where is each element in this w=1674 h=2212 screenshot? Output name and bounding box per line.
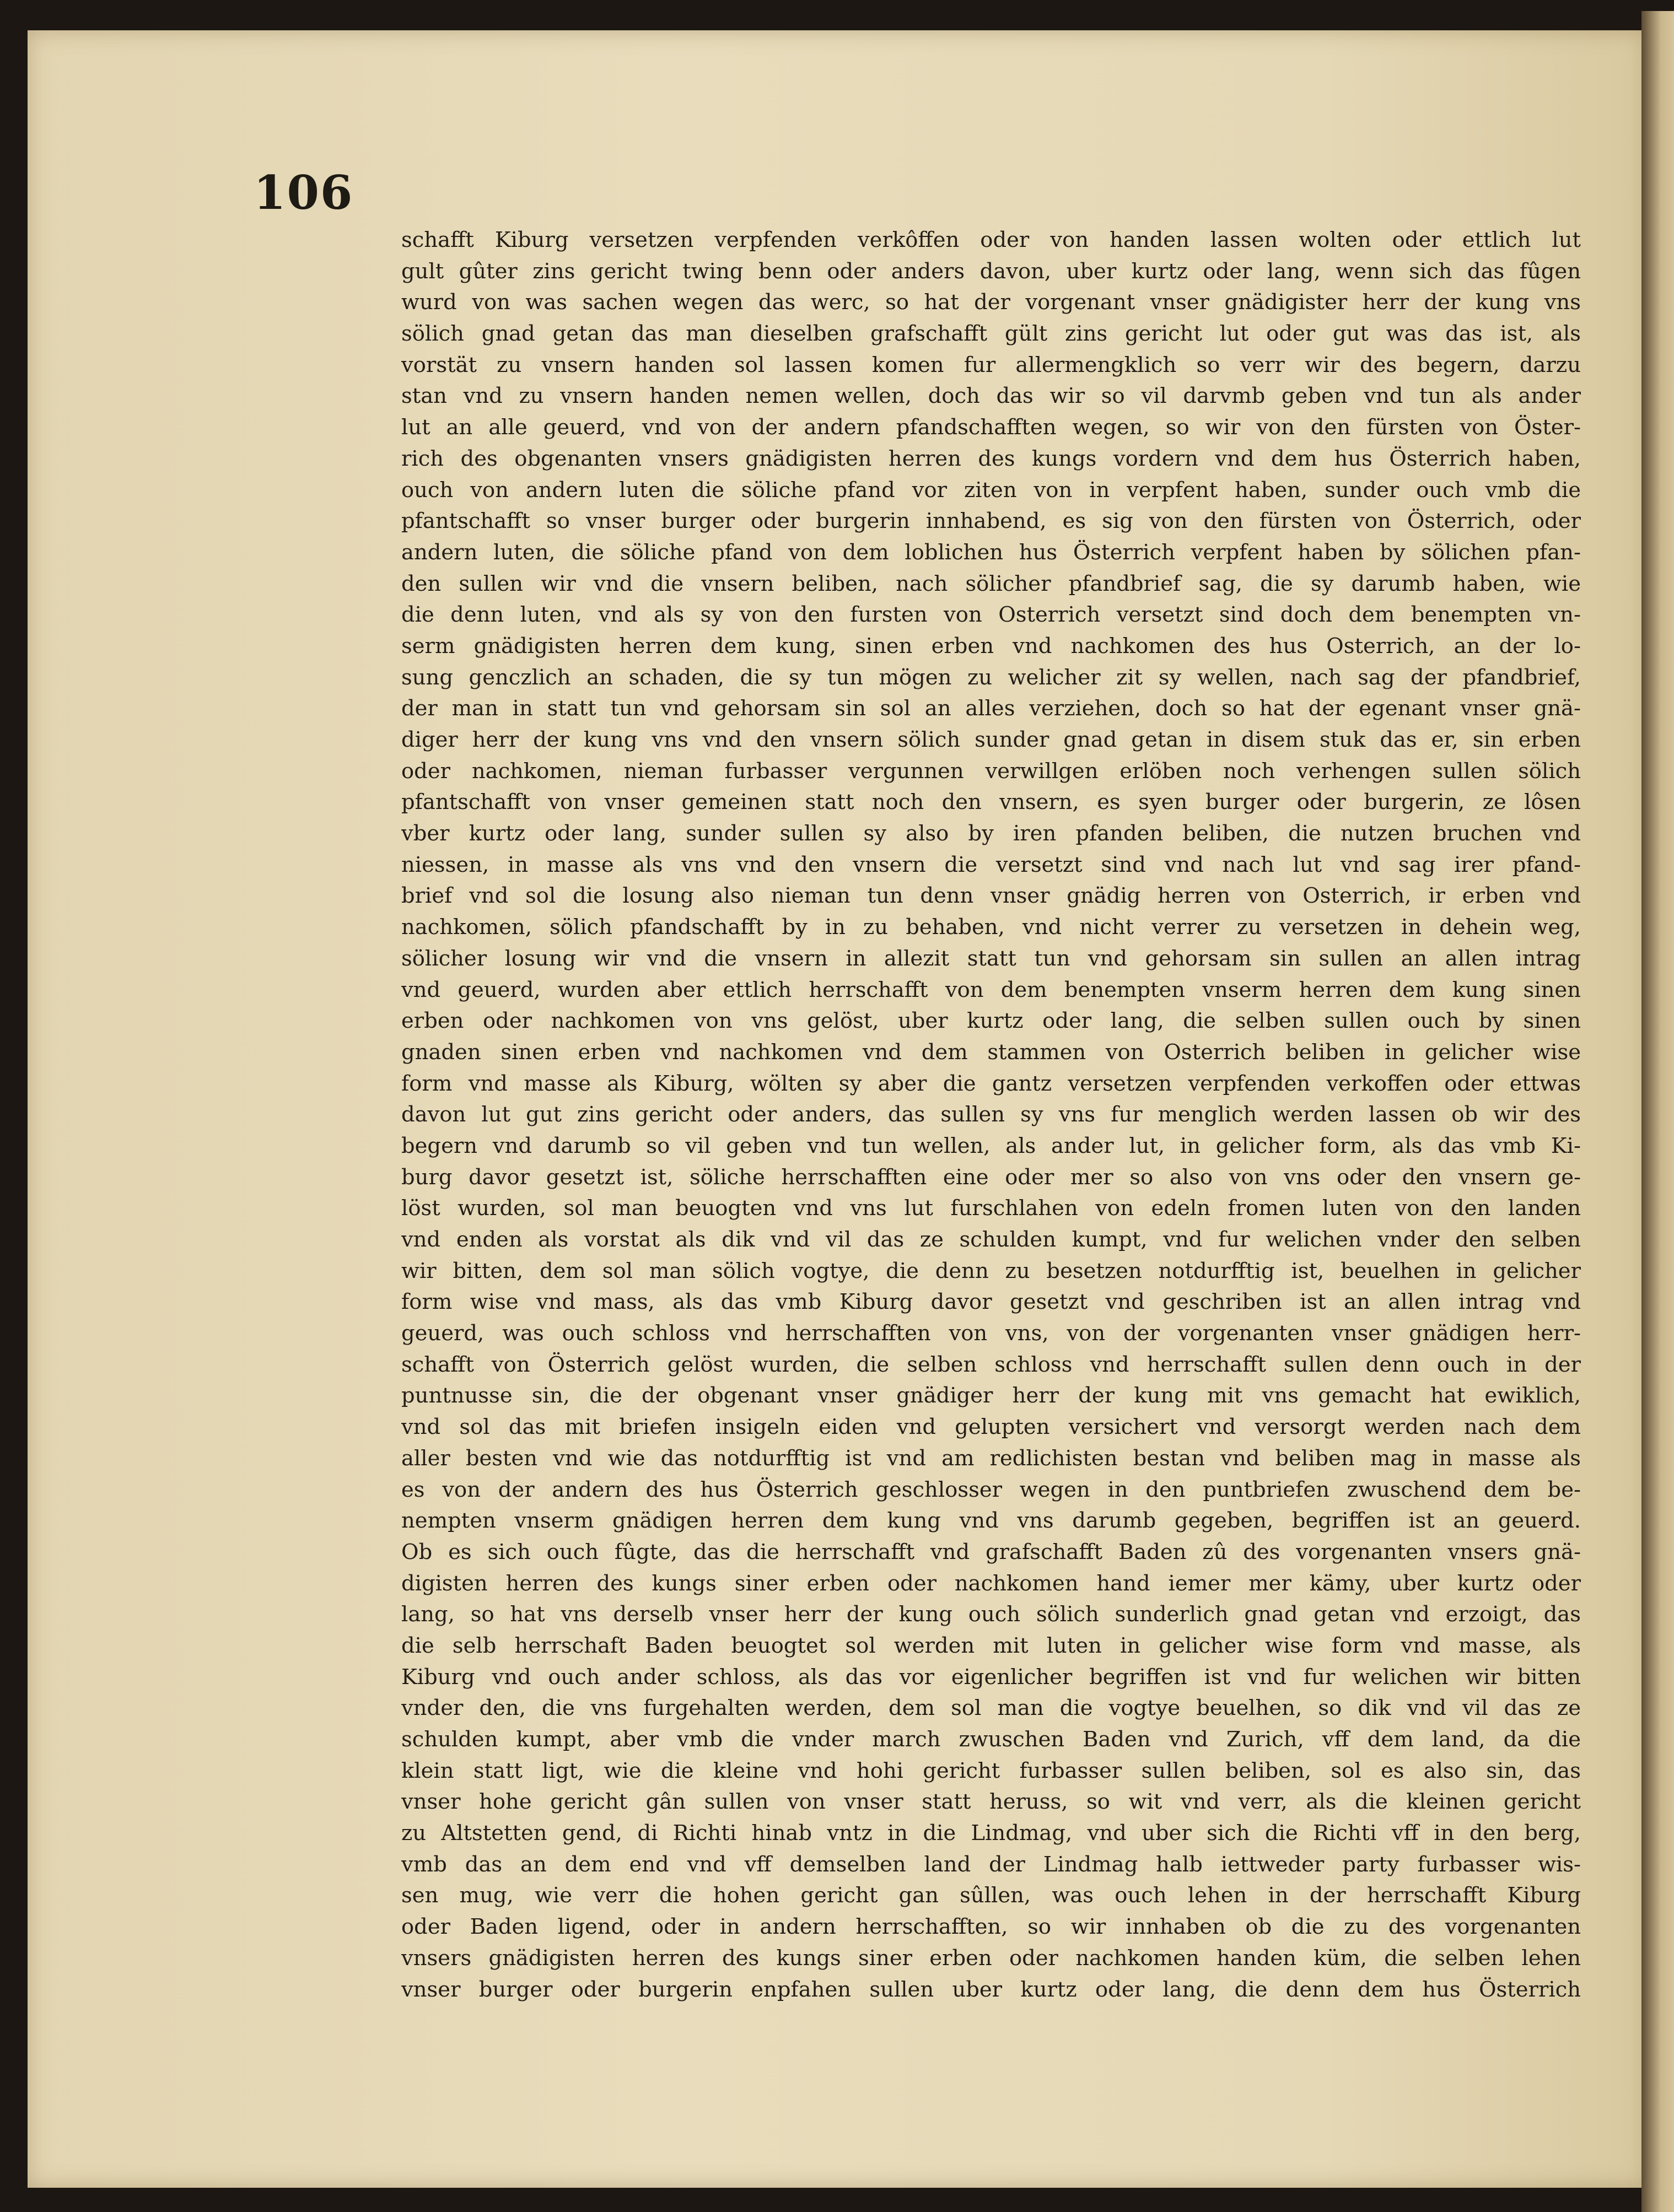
text-line: Ob es sich ouch fûgte, das die herrschafft vnd grafschafft Baden zû des vorgenanten vnsers gnä- [401, 1539, 1581, 1564]
text-line: oder Baden ligend, oder in andern herrschafften, so wir innhaben ob die zu des vorgenanten [401, 1914, 1581, 1940]
text-line: vnd sol das mit briefen insigeln eiden vnd gelupten versichert vnd versorgt werden nach dem [401, 1415, 1581, 1440]
text-line: vnd enden als vorstat als dik vnd vil das ze schulden kumpt, vnd fur welichen vnder den selben [401, 1227, 1581, 1252]
text-line: vmb das an dem end vnd vff demselben land der Lindmag halb iettweder party furbasser wis- [401, 1852, 1581, 1877]
text-line: diger herr der kung vns vnd den vnsern sölich sunder gnad getan in disem stuk das er, sin erben [401, 727, 1581, 752]
text-line: andern luten, die söliche pfand von dem loblichen hus Österrich verpfent haben by sölichen pfan- [401, 539, 1581, 565]
text-line: schafft von Österrich gelöst wurden, die selben schloss vnd herrschafft sullen denn ouch in der [401, 1352, 1581, 1377]
text-line: vnder den, die vns furgehalten werden, dem sol man die vogtye beuelhen, so dik vnd vil das ze [401, 1696, 1581, 1721]
text-line: sen mug, wie verr die hohen gericht gan sûllen, was ouch lehen in der herrschafft Kiburg [401, 1883, 1581, 1908]
text-line: nachkomen, sölich pfandschafft by in zu behaben, vnd nicht verrer zu versetzen in dehein weg, [401, 915, 1581, 940]
text-line: schafft Kiburg versetzen verpfenden verkôffen oder von handen lassen wolten oder ettlich lut [401, 228, 1581, 252]
text-line: wir bitten, dem sol man sölich vogtye, die denn zu besetzen notdurfftig ist, beuelhen in gelicher [401, 1258, 1581, 1283]
text-line: vber kurtz oder lang, sunder sullen sy also by iren pfanden beliben, die nutzen bruchen vnd [401, 821, 1581, 846]
text-line: vnsers gnädigisten herren des kungs siner erben oder nachkomen handen küm, die selben lehen [401, 1945, 1581, 1971]
text-line: oder nachkomen, nieman furbasser vergunnen verwillgen erlöben noch verhengen sullen sölich [401, 758, 1581, 784]
text-line: aller besten vnd wie das notdurfftig ist vnd am redlichisten bestan vnd beliben mag in masse als [401, 1445, 1581, 1471]
text-line: wurd von was sachen wegen das werc, so hat der vorgenant vnser gnädigister herr der kung vns [401, 290, 1581, 315]
text-line: es von der andern des hus Österrich geschlosser wegen in den puntbriefen zwuschend dem be- [401, 1477, 1581, 1502]
text-line: erben oder nachkomen von vns gelöst, uber kurtz oder lang, die selben sullen ouch by sinen [401, 1008, 1581, 1034]
text-line: gult gûter zins gericht twing benn oder anders davon, uber kurtz oder lang, wenn sich das fûgen [401, 258, 1581, 284]
text-line: vorstät zu vnsern handen sol lassen komen fur allermengklich so verr wir des begern, darzu [401, 352, 1581, 377]
text-line: sölich gnad getan das man dieselben grafschafft gült zins gericht lut oder gut was das ist, als [401, 321, 1581, 347]
text-line: ouch von andern luten die söliche pfand vor ziten von in verpfent haben, sunder ouch vmb die [401, 477, 1581, 503]
text-line: sölicher losung wir vnd die vnsern in allezit statt tun vnd gehorsam sin sullen an allen intrag [401, 946, 1581, 971]
text-line: gnaden sinen erben vnd nachkomen vnd dem stammen von Osterrich beliben in gelicher wise [401, 1039, 1581, 1065]
text-line: vnser burger oder burgerin enpfahen sullen uber kurtz oder lang, die denn dem hus Österrich [401, 1977, 1581, 2002]
adjacent-page-edge [1641, 11, 1674, 2212]
text-line: den sullen wir vnd die vnsern beliben, nach sölicher pfandbrief sag, die sy darumb haben, wie [401, 571, 1581, 596]
text-line: puntnusse sin, die der obgenant vnser gnädiger herr der kung mit vns gemacht hat ewiklich, [401, 1383, 1581, 1409]
text-line: form vnd masse als Kiburg, wölten sy aber die gantz versetzen verpfenden verkoffen oder ettwas [401, 1071, 1581, 1096]
text-line: serm gnädigisten herren dem kung, sinen erben vnd nachkomen des hus Osterrich, an der lo- [401, 633, 1581, 659]
text-line: vnd geuerd, wurden aber ettlich herrschafft von dem benempten vnserm herren dem kung sinen [401, 977, 1581, 1002]
text-line: form wise vnd mass, als das vmb Kiburg davor gesetzt vnd geschriben ist an allen intrag vnd [401, 1290, 1581, 1315]
text-line: niessen, in masse als vns vnd den vnsern die versetzt sind vnd nach lut vnd sag irer pfand- [401, 852, 1581, 877]
text-line: geuerd, was ouch schloss vnd herrschafften von vns, von der vorgenanten vnser gnädigen herr- [401, 1321, 1581, 1346]
page-number: 106 [254, 165, 354, 220]
text-line: pfantschafft so vnser burger oder burgerin innhabend, es sig von den fürsten von Österrich, oder [401, 509, 1581, 534]
text-line: klein statt ligt, wie die kleine vnd hohi gericht furbasser sullen beliben, sol es also sin, das [401, 1758, 1581, 1783]
text-line: stan vnd zu vnsern handen nemen wellen, doch das wir so vil darvmb geben vnd tun als ander [401, 384, 1581, 409]
text-line: zu Altstetten gend, di Richti hinab vntz in die Lindmag, vnd uber sich die Richti vff in den berg, [401, 1821, 1581, 1846]
text-line: brief vnd sol die losung also nieman tun denn vnser gnädig herren von Osterrich, ir erben vnd [401, 883, 1581, 909]
text-line: pfantschafft von vnser gemeinen statt noch den vnsern, es syen burger oder burgerin, ze lôsen [401, 790, 1581, 815]
text-line: der man in statt tun vnd gehorsam sin sol an alles verziehen, doch so hat der egenant vnser gnä- [401, 696, 1581, 721]
body-text [401, 225, 1581, 2005]
text-line: vnser hohe gericht gân sullen von vnser statt heruss, so wit vnd verr, als die kleinen gericht [401, 1789, 1581, 1815]
text-line: lut an alle geuerd, vnd von der andern pfandschafften wegen, so wir von den fürsten von Öster- [401, 415, 1581, 440]
text-line: Kiburg vnd ouch ander schloss, als das vor eigenlicher begriffen ist vnd fur welichen wir bitten [401, 1664, 1581, 1690]
text-line: digisten herren des kungs siner erben oder nachkomen hand iemer mer kämy, uber kurtz oder [401, 1571, 1581, 1596]
text-line: nempten vnserm gnädigen herren dem kung vnd vns darumb gegeben, begriffen ist an geuerd. [401, 1508, 1581, 1534]
text-line: schulden kumpt, aber vmb die vnder march zwuschen Baden vnd Zurich, vff dem land, da die [401, 1727, 1581, 1752]
text-line: löst wurden, sol man beuogten vnd vns lut furschlahen von edeln fromen luten von den landen [401, 1196, 1581, 1221]
text-line: rich des obgenanten vnsers gnädigisten herren des kungs vordern vnd dem hus Österrich haben, [401, 446, 1581, 471]
text-line: die selb herrschaft Baden beuogtet sol werden mit luten in gelicher wise form vnd masse, als [401, 1633, 1581, 1658]
text-line: lang, so hat vns derselb vnser herr der kung ouch sölich sunderlich gnad getan vnd erzoigt, das [401, 1602, 1581, 1627]
text-line: burg davor gesetzt ist, söliche herrschafften eine oder mer so also von vns oder den vnsern ge- [401, 1164, 1581, 1190]
text-line: davon lut gut zins gericht oder anders, das sullen sy vns fur menglich werden lassen ob wir des [401, 1102, 1581, 1127]
text-line: begern vnd darumb so vil geben vnd tun wellen, als ander lut, in gelicher form, als das vmb Ki- [401, 1133, 1581, 1158]
text-line: die denn luten, vnd als sy von den fursten von Osterrich versetzt sind doch dem benempten vn- [401, 602, 1581, 628]
text-line: sung genczlich an schaden, die sy tun mögen zu welicher zit sy wellen, nach sag der pfandbrief, [401, 665, 1581, 690]
